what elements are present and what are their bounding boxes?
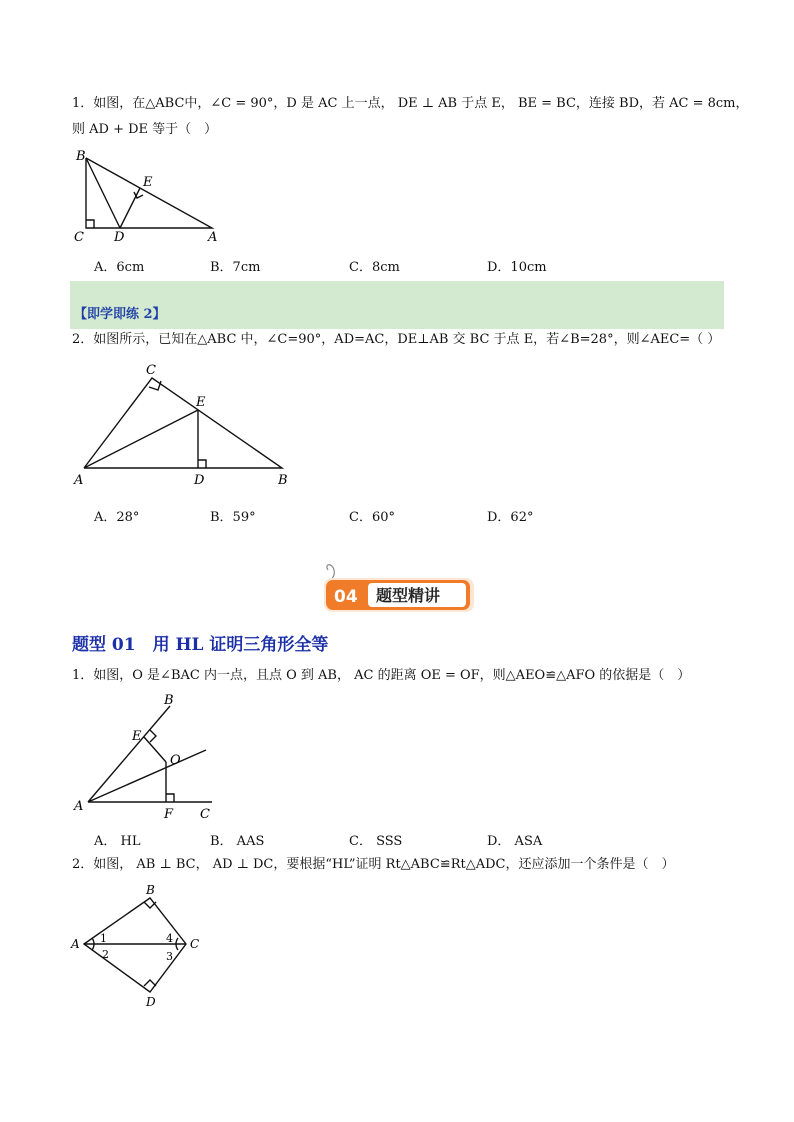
q2-label-a: A xyxy=(74,473,84,488)
practice-banner-label: 【即学即练 2】 xyxy=(74,307,166,322)
q3-figure xyxy=(66,692,236,824)
q2-text: 2．如图所示，已知在△ABC 中，∠C=90°，AD=AC，DE⊥AB 交 BC 于点 E，若∠B=28°，则∠AEC=（ ） xyxy=(72,332,721,347)
q1-option-b: B．7cm xyxy=(210,260,261,275)
q2-label-e: E xyxy=(196,395,206,410)
q3-option-a: A． HL xyxy=(94,834,141,849)
q3-label-c: C xyxy=(200,807,210,822)
q4-label-angle2: 2 xyxy=(102,948,109,961)
badge-number: 04 xyxy=(334,587,358,607)
q1-label-d: D xyxy=(114,230,125,245)
q3-label-f: F xyxy=(164,807,174,822)
q2-option-d: D．62° xyxy=(487,510,534,525)
q1-label-a: A xyxy=(208,230,218,245)
q2-figure xyxy=(66,356,306,496)
q4-label-c: C xyxy=(190,937,200,951)
practice-banner xyxy=(70,281,724,329)
section-badge xyxy=(322,564,478,614)
q2-option-a: A．28° xyxy=(94,510,140,525)
q4-label-d: D xyxy=(146,995,156,1009)
q3-option-c: C． SSS xyxy=(349,834,403,849)
q1-label-e: E xyxy=(143,175,153,190)
q4-label-b: B xyxy=(146,883,155,897)
badge-graphic xyxy=(322,564,478,614)
q3-option-d: D． ASA xyxy=(487,834,543,849)
q4-label-a: A xyxy=(71,937,80,951)
q1-option-d: D．10cm xyxy=(487,260,547,275)
q2-option-c: C．60° xyxy=(349,510,395,525)
q1-line2: 则 AD + DE 等于（ ） xyxy=(72,122,218,137)
q3-label-o: O xyxy=(170,753,181,768)
q4-label-angle4: 4 xyxy=(166,932,173,945)
q3-label-e: E xyxy=(132,729,142,744)
q3-text: 1．如图，O 是∠BAC 内一点，且点 O 到 AB， AC 的距离 OE = OF，则△AEO≌△AFO 的依据是（ ） xyxy=(72,668,691,683)
section-heading: 题型 01 用 HL 证明三角形全等 xyxy=(72,635,329,655)
q2-label-d: D xyxy=(194,473,205,488)
q4-label-angle1: 1 xyxy=(100,932,107,945)
q1-label-b: B xyxy=(76,149,86,164)
q4-figure xyxy=(66,880,216,1010)
q1-label-c: C xyxy=(74,230,84,245)
q1-option-c: C．8cm xyxy=(349,260,400,275)
q2-label-c: C xyxy=(146,363,156,378)
q1-line1: 1．如图，在△ABC中，∠C = 90°，D 是 AC 上一点， DE ⊥ AB 于点 E， BE = BC，连接 BD，若 AC = 8cm， xyxy=(72,96,749,111)
q3-option-b: B． AAS xyxy=(210,834,265,849)
q1-option-a: A．6cm xyxy=(94,260,145,275)
q3-label-a: A xyxy=(74,799,84,814)
q1-figure xyxy=(66,148,236,248)
q4-text: 2．如图， AB ⊥ BC， AD ⊥ DC，要根据“HL”证明 Rt△ABC≌Rt△ADC，还应添加一个条件是（ ） xyxy=(72,857,675,872)
q3-label-b: B xyxy=(164,693,174,708)
q2-option-b: B．59° xyxy=(210,510,256,525)
badge-title: 题型精讲 xyxy=(376,586,441,605)
q2-label-b: B xyxy=(278,473,288,488)
q4-label-angle3: 3 xyxy=(166,950,173,963)
